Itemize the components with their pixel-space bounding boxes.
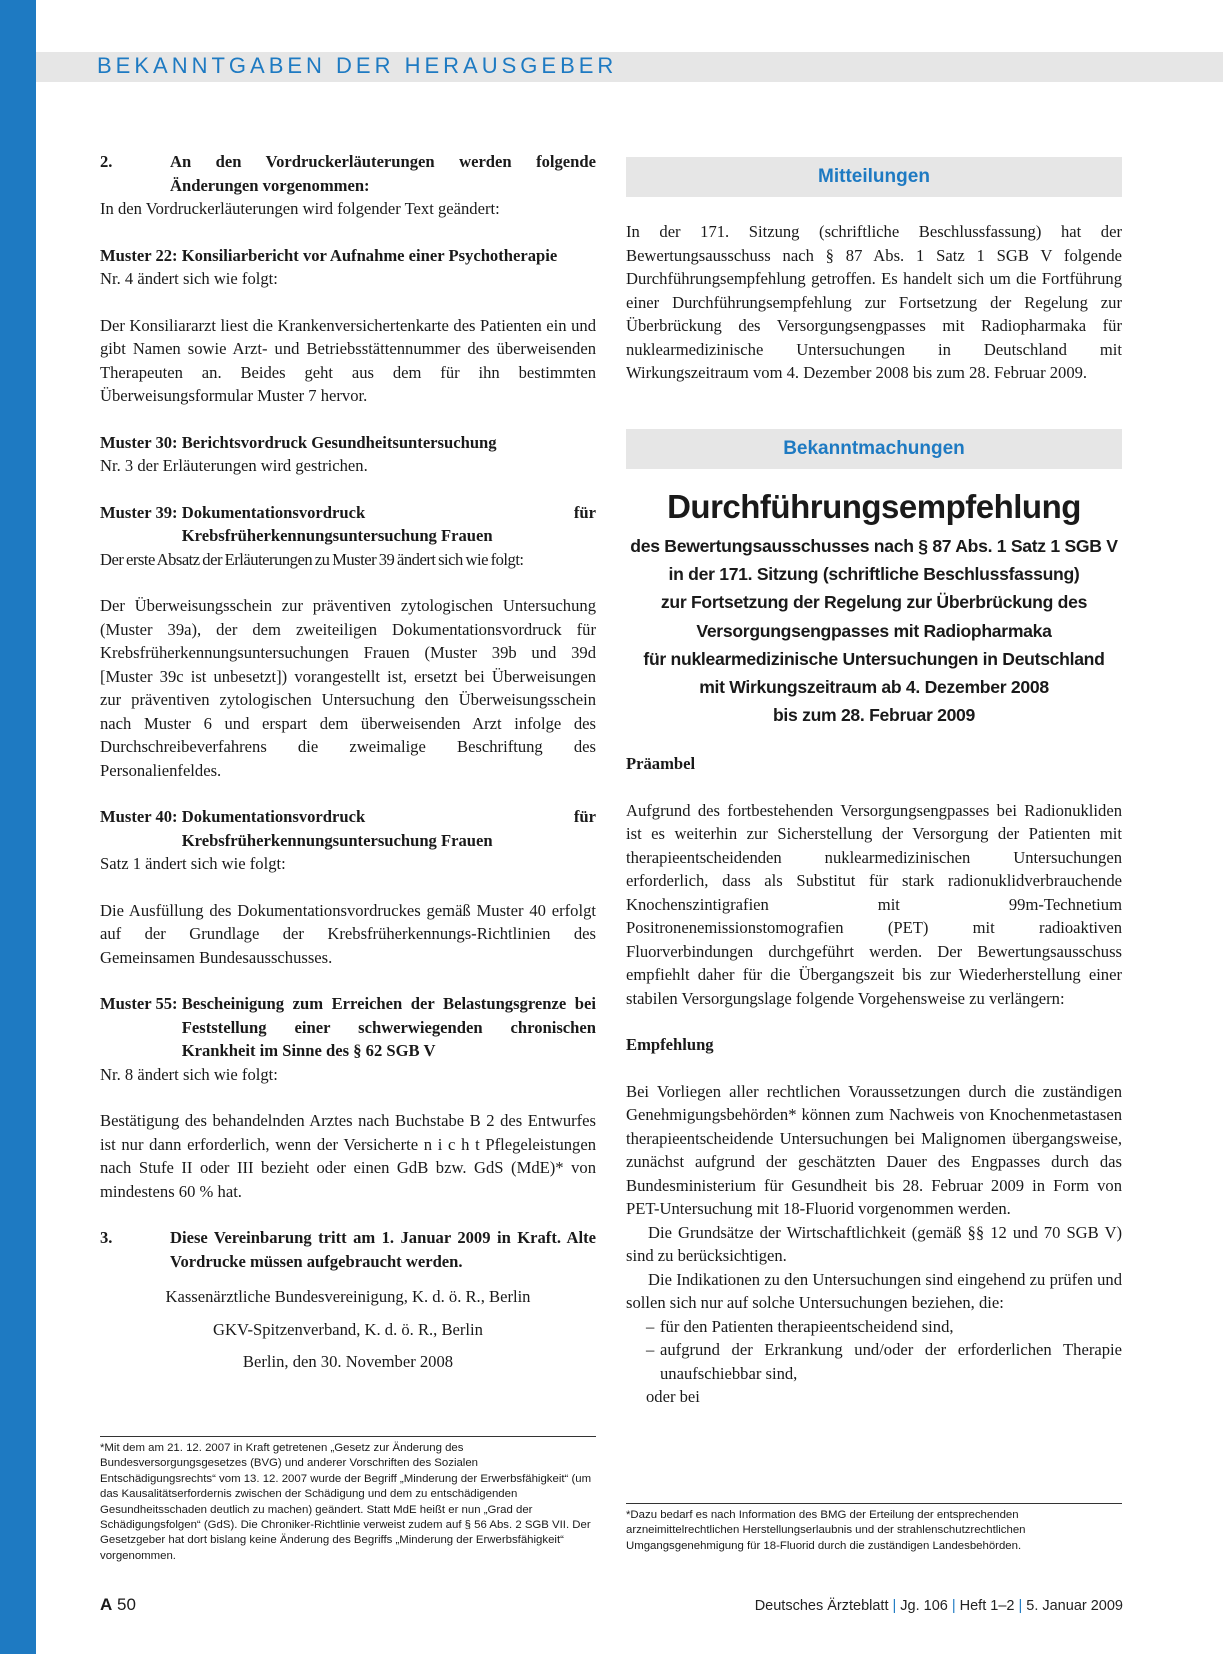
empfehlung-paragraph-3: Die Indikationen zu den Untersuchungen sind eingehend zu prüfen und sollen sich nur auf solche Untersuchungen beziehen, die:	[626, 1269, 1122, 1313]
subtitle-line: in der 171. Sitzung (schriftliche Beschlussfassung)	[668, 564, 1080, 585]
muster-40-heading	[100, 805, 596, 852]
praeambel-text: Aufgrund des fortbestehenden Versorgungsengpasses bei Radionukliden ist es weiterhin zur Sicherstellung der Versorgung der Patienten mit therapieentscheidenden nuklearmedizinischen Untersuchungen erforderlich, dass als Substitut für stark radionuklidverbrauchende Knochenszintigrafien mit 99m-Technetium Positronenemissionstomografien (PET) mit radioaktiven Fluorverbindungen durchgeführt werden. Der Bewertungsausschuss empfiehlt daher für die Übergangszeit bis zur Wiederherstellung einer stabilen Versorgungslage folgende Vorgehensweise zu verlängern:	[626, 800, 1122, 1008]
list-item-text: für den Patienten therapieentscheidend sind,	[660, 1316, 954, 1336]
signature-kbv: Kassenärztliche Bundesvereinigung, K. d. ö. R., Berlin	[165, 1287, 531, 1306]
item-2-intro: In den Vordruckerläuterungen wird folgender Text geändert:	[100, 199, 500, 218]
bekanntmachungen-title: Bekanntmachungen	[783, 437, 965, 459]
muster-30-title: Muster 30: Berichtsvordruck Gesundheitsuntersuchung	[100, 432, 497, 452]
item-2-number: 2.	[100, 152, 113, 171]
subtitle-line: zur Fortsetzung der Regelung zur Überbrückung des	[660, 592, 1088, 613]
empfehlung-heading: Empfehlung	[626, 1035, 714, 1055]
mitteilungen-title: Mitteilungen	[818, 166, 930, 188]
muster-55-subtitle: Nr. 8 ändert sich wie folgt:	[100, 1064, 278, 1084]
bekanntmachungen-band	[626, 429, 1122, 469]
muster-39-text: Der Überweisungsschein zur präventiven zytologischen Untersuchung (Muster 39a), der dem zweiteiligen Dokumentationsvordruck für Krebsfrüherkennungsuntersuchungen Frauen (Muster 39b und 39d [Muster 39c ist unbesetzt]) vorangestellt ist, ersetzt bei Überweisungen zur präventiven zytologischen Untersuchung den Überweisungsschein nach Muster 6 und erspart dem überweisenden Arzt infolge des Durchschreibeverfahrens die zweimalige Beschriftung des Personalienfeldes.	[100, 596, 596, 780]
subtitle-line: für nuklearmedizinische Untersuchungen in Deutschland	[643, 648, 1105, 669]
blue-sidebar	[0, 0, 36, 1654]
muster-55-text-part-1: Bestätigung des behandelnden Arztes nach Buchstabe B 2 des Entwurfes ist nur dann erforderlich, wenn der Versicherte	[100, 1111, 596, 1154]
muster-22-subtitle: Nr. 4 ändert sich wie folgt:	[100, 269, 278, 288]
muster-55-label: Muster 55:	[100, 994, 182, 1013]
muster-55-text	[100, 1109, 596, 1203]
muster-22-title: Muster 22: Konsiliarbericht vor Aufnahme einer Psychotherapie	[100, 245, 558, 265]
mitteilungen-text: In der 171. Sitzung (schriftliche Beschlussfassung) hat der Bewertungsausschuss nach § 87 Abs. 1 Satz 1 SGB V folgende Durchführungsempfehlung getroffen. Es handelt sich um die Fortführung einer Durchführungsempfehlung zur Fortsetzung der Regelung zur Überbrückung des Versorgungsengpasses mit Radiopharmaka für nuklearmedizinische Untersuchungen in Deutschland mit Wirkungszeitraum vom 4. Dezember 2008 bis zum 28. Februar 2009.	[626, 222, 1122, 382]
list-item: – für den Patienten therapieentscheidend sind,	[626, 1315, 1122, 1339]
muster-39-heading	[100, 501, 596, 548]
journal-date: 5. Januar 2009	[1026, 1598, 1123, 1614]
footnote-right-text: *Dazu bedarf es nach Information des BMG der Erteilung der entsprechenden arzneimittelrechtlichen Herstellungserlaubnis und der strahlenschutzrechtlichen Umgangsgenehmigung für 18-Fluorid durch die zuständigen Landesbehörden.	[626, 1509, 1026, 1552]
muster-40-text: Die Ausfüllung des Dokumentationsvordruckes gemäß Muster 40 erfolgt auf der Grundlage der Krebsfrüherkennungs-Richtlinien des Gemeinsamen Bundesausschusses.	[100, 900, 596, 967]
page-section-title: BEKANNTGABEN DER HERAUSGEBER	[97, 53, 618, 78]
list-item-text: aufgrund der Erkrankung und/oder der erforderlichen Therapie unaufschiebbar sind,	[660, 1340, 1122, 1383]
page-number	[100, 1595, 136, 1615]
list-item: – aufgrund der Erkrankung und/oder der erforderlichen Therapie unaufschiebbar sind,	[626, 1338, 1122, 1385]
item-3-number: 3.	[100, 1228, 113, 1247]
empfehlung-paragraph-2: Die Grundsätze der Wirtschaftlichkeit (gemäß §§ 12 und 70 SGB V) sind zu berücksichtigen.	[626, 1222, 1122, 1266]
signature-date: Berlin, den 30. November 2008	[242, 1352, 454, 1371]
page-number-value: 50	[117, 1595, 136, 1614]
right-column	[626, 157, 1122, 1409]
item-3-text: Diese Vereinbarung tritt am 1. Januar 2009 in Kraft. Alte Vordrucke müssen aufgebraucht werden.	[170, 1228, 596, 1271]
item-3	[100, 1226, 596, 1273]
empfehlung-paragraph-1: Bei Vorliegen aller rechtlichen Voraussetzungen durch die zuständigen Genehmigungsbehörden* können zum Nachweis von Knochenmetastasen therapieentscheidende Untersuchungen bei Malignomen übergangsweise, zunächst aufgrund der geschätzten Dauer des Engpasses durch das Bundesministerium für Gesundheit bis 28. Februar 2009 in Form von PET-Untersuchung mit 18-Fluorid vorgenommen werden.	[626, 1081, 1122, 1219]
muster-39-label: Muster 39:	[100, 502, 182, 522]
muster-22-text: Der Konsiliararzt liest die Krankenversichertenkarte des Patienten ein und gibt Namen sowie Arzt- und Betriebsstättennummer des überweisenden Therapeuten an. Beides geht aus dem für ihn bestimmten Überweisungsformular Muster 7 hervor.	[100, 315, 596, 405]
journal-citation: Deutsches Ärzteblatt | Jg. 106 | Heft 1–2 | 5. Januar 2009	[754, 1598, 1123, 1614]
signatures	[100, 1285, 596, 1374]
muster-55-title: Bescheinigung zum Erreichen der Belastungsgrenze bei Feststellung einer schwerwiegenden chronischen Krankheit im Sinne des § 62 SGB V	[181, 994, 596, 1060]
subtitle-line: des Bewertungsausschusses nach § 87 Abs. 1 Satz 1 SGB V	[630, 536, 1118, 556]
page-letter: A	[100, 1595, 113, 1614]
left-column	[100, 150, 596, 1383]
signature-gkv: GKV-Spitzenverband, K. d. ö. R., Berlin	[213, 1319, 483, 1339]
main-title: Durchführungsempfehlung	[667, 487, 1081, 525]
subtitle-line: bis zum 28. Februar 2009	[772, 705, 976, 726]
muster-55-text-emphasis: n i c h t	[423, 1134, 480, 1154]
muster-55-text-part-2: Pflegeleistungen nach Stufe II oder III bezieht oder einen GdB bzw. GdS (MdE)* von mindestens 60 % hat.	[100, 1134, 597, 1201]
muster-30-subtitle: Nr. 3 der Erläuterungen wird gestrichen.	[100, 456, 368, 475]
muster-39-title: Dokumentationsvordruck für Krebsfrüherkennungsuntersuchung Frauen	[181, 502, 596, 545]
mitteilungen-band	[626, 157, 1122, 197]
muster-55-heading	[100, 992, 596, 1063]
subtitle-line: Versorgungsengpasses mit Radiopharmaka	[696, 620, 1052, 641]
muster-40-label: Muster 40:	[100, 807, 182, 826]
journal-volume: Jg. 106	[900, 1598, 948, 1614]
journal-name: Deutsches Ärzteblatt	[754, 1598, 889, 1614]
footnote-left	[100, 1436, 596, 1564]
list-tail: oder bei	[646, 1387, 700, 1407]
muster-40-subtitle: Satz 1 ändert sich wie folgt:	[100, 854, 286, 873]
subtitle-line: mit Wirkungszeitraum ab 4. Dezember 2008	[699, 677, 1049, 698]
footnote-left-text: *Mit dem am 21. 12. 2007 in Kraft getretenen „Gesetz zur Änderung des Bundesversorgungsgesetzes (BVG) und anderer Vorschriften des Sozialen Entschädigungsrechts“ vom 13. 12. 2007 wurde der Begriff „Minderung der Erwerbsfähigkeit“ (um das Kausalitätserfordernis zwischen der Schädigung und dem zu entschädigenden Gesundheitsschaden deutlich zu machen) geändert. Statt MdE heißt er nun „Grad der Schädigungsfolgen“ (GdS). Die Chroniker-Richtlinie verweist zudem auf § 56 Abs. 2 SGB VII. Der Gesetzgeber hat dort bislang keine Änderung des Begriffs „Minderung der Erwerbsfähigkeit“ vorgenommen.	[100, 1442, 592, 1562]
footnote-right	[626, 1503, 1122, 1554]
muster-40-title: Dokumentationsvordruck für Krebsfrüherkennungsuntersuchung Frauen	[181, 807, 596, 850]
main-subtitle	[626, 532, 1122, 729]
item-2-title: An den Vordruckerläuterungen werden folgende Änderungen vorgenommen:	[170, 152, 596, 195]
journal-issue: Heft 1–2	[959, 1598, 1015, 1614]
item-2	[100, 150, 596, 197]
praeambel-heading: Präambel	[626, 754, 696, 774]
muster-39-subtitle: Der erste Absatz der Erläuterungen zu Muster 39 ändert sich wie folgt:	[100, 549, 524, 569]
